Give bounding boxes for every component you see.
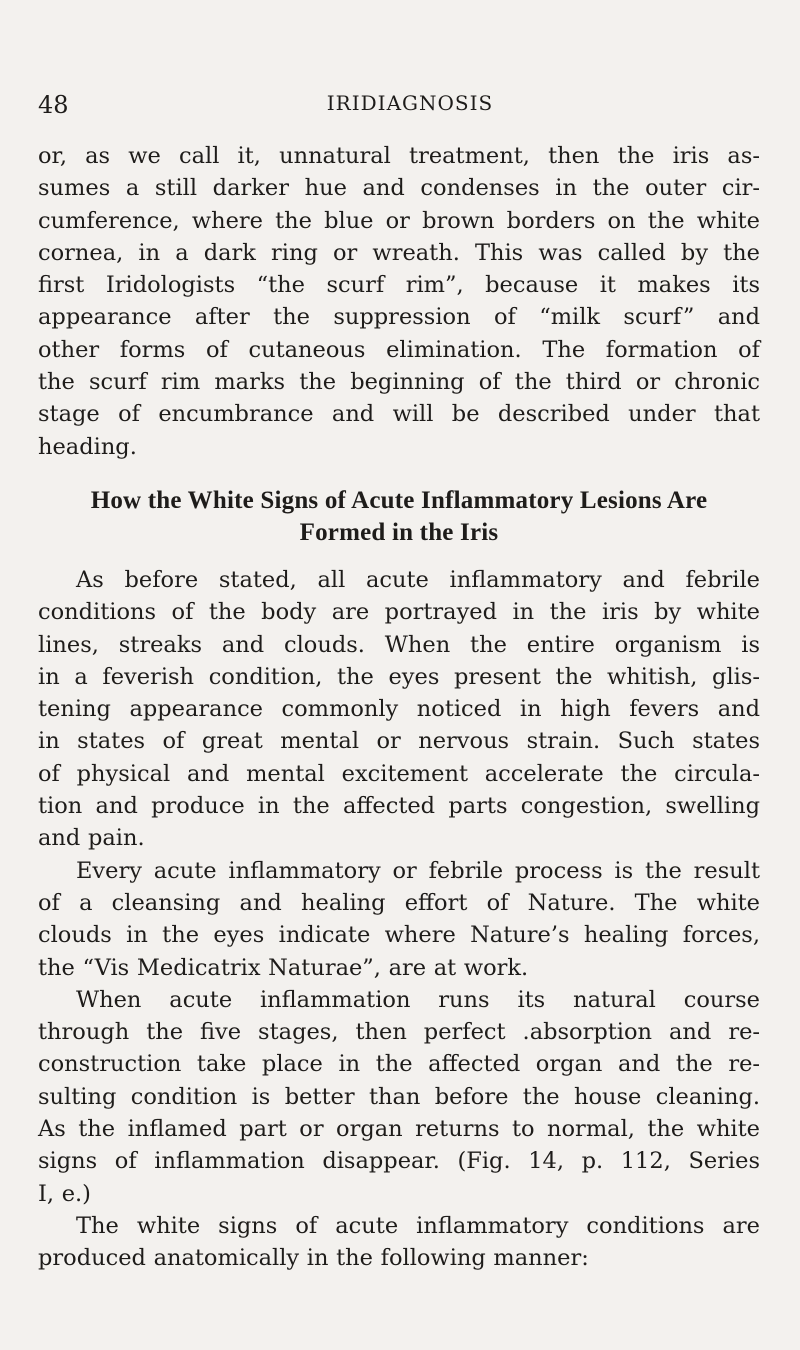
section-heading-line-1: How the White Signs of Acute Inflammatory Lesions Are [90, 486, 708, 514]
text-line: Every acute inflammatory or febrile process is the result [76, 857, 760, 884]
text-line: other forms of cutaneous elimination. The formation of [38, 336, 760, 363]
text-line: As before stated, all acute inflammatory and febrile [76, 566, 760, 593]
text-line: or, as we call it, unnatural treatment, then the iris as- [38, 143, 760, 169]
text-line: lines, streaks and clouds. When the entire organism is [38, 631, 760, 658]
paragraph-4 [38, 984, 760, 1210]
text-line: in states of great mental or nervous strain. Such states [38, 728, 760, 755]
text-line: in a feverish condition, the eyes present the whitish, glis- [38, 663, 760, 690]
text-line: signs of inflammation disappear. (Fig. 14, p. 112, Series [38, 1148, 760, 1175]
paragraph-1 [38, 140, 760, 463]
text-line: through the five stages, then perfect .absorption and re- [38, 1019, 760, 1046]
text-line: tening appearance commonly noticed in high fevers and [38, 696, 760, 723]
paragraph-2 [38, 564, 760, 855]
text-line: cumference, where the blue or brown borders on the white [38, 207, 760, 234]
running-head: IRIDIAGNOSIS [326, 91, 494, 115]
text-line: appearance after the suppression of “milk scurf” and [38, 304, 760, 331]
body-text [38, 140, 760, 1275]
text-line: first Iridologists “the scurf rim”, because it makes its [38, 272, 760, 299]
text-line: The white signs of acute inflammatory conditions are [76, 1212, 760, 1239]
text-line: of a cleansing and healing effort of Nature. The white [38, 889, 760, 916]
text-line: the “Vis Medicatrix Naturae”, are at work. [38, 954, 529, 981]
text-line: stage of encumbrance and will be described under that [38, 401, 760, 428]
text-line: and pain. [38, 825, 145, 852]
text-line: I, e.) [38, 1180, 91, 1207]
text-line: sulting condition is better than before the house cleaning. [38, 1083, 760, 1110]
text-line: produced anatomically in the following manner: [38, 1245, 589, 1272]
text-line: As the inflamed part or organ returns to normal, the white [38, 1116, 760, 1143]
page-number: 48 [38, 91, 69, 119]
text-line: heading. [38, 433, 137, 460]
text-line: tion and produce in the affected parts congestion, swelling [38, 793, 760, 820]
section-heading [38, 485, 760, 550]
text-line: of physical and mental excitement accelerate the circula- [38, 760, 760, 787]
text-line: cornea, in a dark ring or wreath. This was called by the [38, 239, 760, 266]
text-line: clouds in the eyes indicate where Nature’s healing forces, [38, 922, 760, 949]
text-line: conditions of the body are portrayed in the iris by white [38, 599, 760, 626]
paragraph-3 [38, 855, 760, 984]
text-line: sumes a still darker hue and condenses in the outer cir- [38, 175, 760, 202]
text-line: the scurf rim marks the beginning of the third or chronic [38, 369, 760, 396]
text-line: When acute inflammation runs its natural course [76, 986, 760, 1013]
paragraph-5 [38, 1210, 760, 1275]
text-line: construction take place in the affected organ and the re- [38, 1051, 760, 1078]
section-heading-line-2: Formed in the Iris [299, 519, 499, 547]
